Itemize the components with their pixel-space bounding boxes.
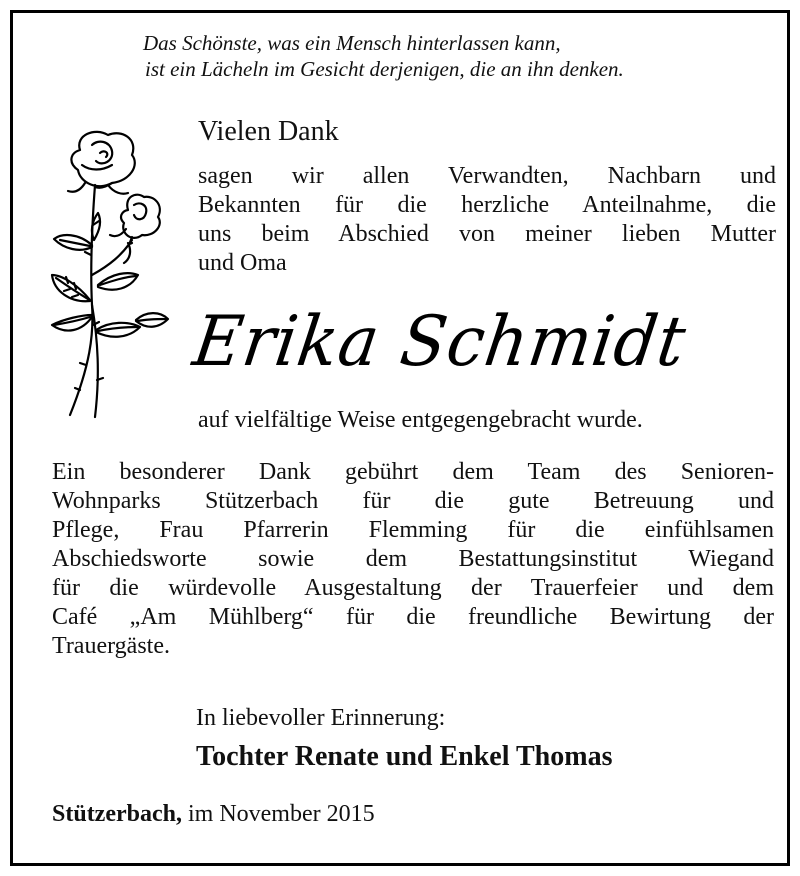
- paragraph-line: für die würdevolle Ausgestaltung der Trauerfeier und dem: [52, 575, 774, 601]
- place: Stützerbach,: [52, 801, 182, 827]
- heading: Vielen Dank: [198, 116, 339, 147]
- signers: Tochter Renate und Enkel Thomas: [196, 741, 613, 772]
- conveyed-text: auf vielfältige Weise entgegengebracht wurde.: [198, 407, 643, 433]
- intro-line: Bekannten für die herzliche Anteilnahme, die: [198, 192, 776, 218]
- date: im November 2015: [187, 801, 375, 827]
- quote-line-1: Das Schönste, was ein Mensch hinterlassen kann,: [143, 31, 561, 55]
- paragraph-line: Café „Am Mühlberg“ für die freundliche Bewirtung der: [52, 604, 774, 630]
- quote-line-2: ist ein Lächeln im Gesicht derjenigen, die an ihn denken.: [145, 57, 624, 81]
- paragraph-line: Wohnparks Stützerbach für die gute Betreuung und: [52, 488, 774, 514]
- deceased-name: Erika Schmidt: [188, 301, 692, 382]
- memory-line: In liebevoller Erinnerung:: [196, 705, 446, 731]
- intro-line: und Oma: [198, 250, 287, 276]
- intro-text: [198, 162, 776, 278]
- quote: [143, 30, 753, 82]
- intro-line: sagen wir allen Verwandten, Nachbarn und: [198, 163, 776, 189]
- paragraph-line: Ein besonderer Dank gebührt dem Team des Senioren-: [52, 459, 774, 485]
- thanks-paragraph: [52, 458, 774, 661]
- paragraph-line: Trauergäste.: [52, 633, 170, 659]
- rose-icon: [40, 125, 180, 425]
- paragraph-line: Abschiedsworte sowie dem Bestattungsinstitut Wiegand: [52, 546, 774, 572]
- place-date: [52, 800, 375, 829]
- intro-line: uns beim Abschied von meiner lieben Mutter: [198, 221, 776, 247]
- paragraph-line: Pflege, Frau Pfarrerin Flemming für die einfühlsamen: [52, 517, 774, 543]
